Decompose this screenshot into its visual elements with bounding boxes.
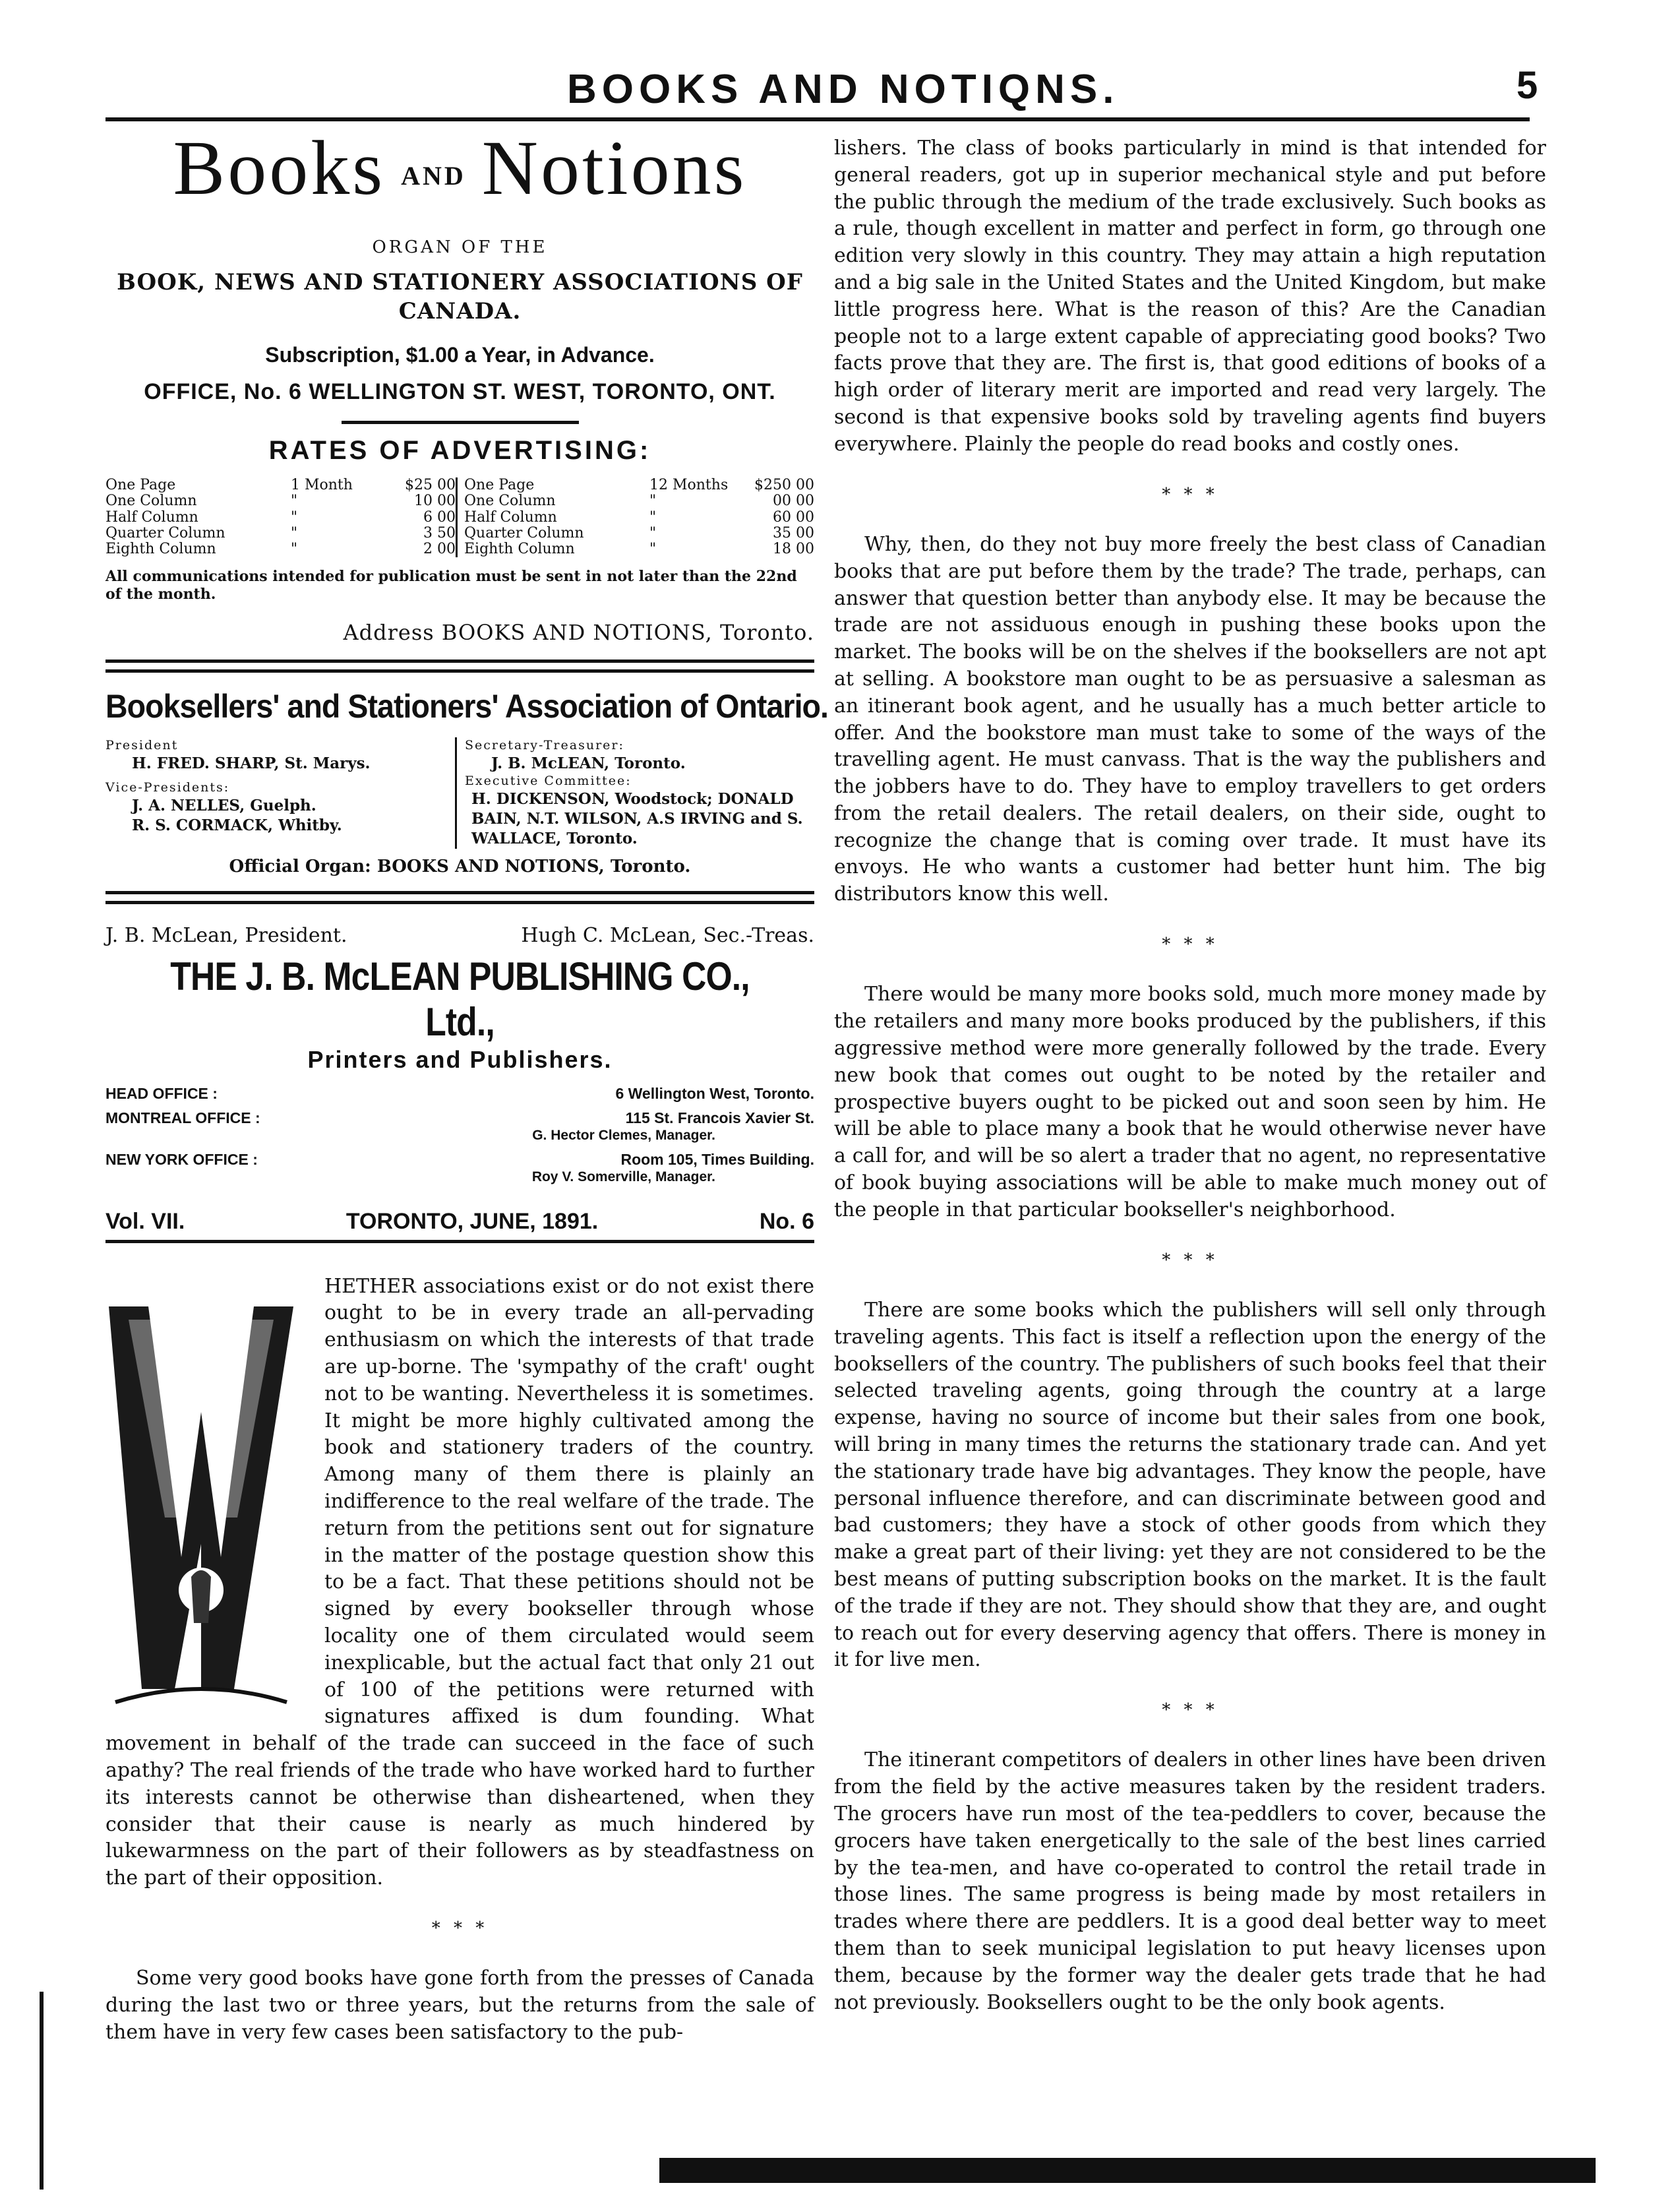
article-paragraph-r5: The itinerant competitors of dealers in other lines have been driven from the field by the active measures taken by the resident traders. The grocers have run most of the tea-peddlers to cover, because the grocers have taken energetically to the sale of the best lines carried by the tea-men, and have co-operated to control the retail trade in those lines. The same progress is being made by most retailers in trades where there are peddlers. It is a good deal better way to meet them than to seek municipal legislation to put heavy licenses upon them, because by the former way the dealer gets trade that he had not previously. Booksellers ought to be the only book agents.	[834, 1748, 1546, 2014]
rate-space: Eighth Column	[464, 540, 575, 557]
president-label: President	[105, 737, 179, 752]
short-rule	[342, 421, 579, 424]
left-edge-mark	[40, 1992, 44, 2190]
officers-block	[105, 737, 814, 849]
organ-line: ORGAN OF THE	[372, 237, 548, 257]
rate-period: "	[649, 540, 657, 557]
masthead	[105, 125, 814, 211]
rates-table	[105, 477, 814, 557]
rate-row	[105, 541, 456, 557]
masthead-books: Books	[173, 125, 386, 211]
double-rule	[105, 891, 814, 904]
office-label: HEAD OFFICE :	[105, 1084, 218, 1102]
article-paragraph-2: Some very good books have gone forth from the presses of Canada during the last two or three years, but the returns from the sale of them have in very few cases been satisfactory to the pub-	[105, 1967, 814, 2044]
communications-note: All communications intended for publication must be sent in not later than the 22nd of the month.	[105, 568, 797, 603]
issue-bar	[105, 1209, 814, 1243]
asterism: * * *	[1162, 935, 1218, 955]
rate-price: 00 00	[773, 493, 814, 510]
issue-dateline: TORONTO, JUNE, 1891.	[345, 1208, 599, 1234]
rate-row	[464, 510, 814, 526]
publisher-president: J. B. McLean, President.	[105, 923, 347, 947]
rates-one-month	[105, 477, 456, 557]
office-row	[105, 1084, 814, 1103]
rate-space: Quarter Column	[105, 524, 225, 541]
article-paragraph-r2: Why, then, do they not buy more freely the best class of Canadian books that are put before them by the trade? The trade, perhaps, can answer that question better than anybody else. It may be because the trade are not assiduous enough in pushing these books upon the market. The books will be on the shelves if the booksellers are not apt at selling. A bookstore man ought to be as persuasive a salesman as an itinerant book agent, and he usually has a much better article to offer. And the bookstore man must take to some of the ways of the travelling agent. He must canvass. That is the way the publishers and the jobbers have to do. They have to employ travellers to get orders from the retail dealers. The retail dealers, on their side, ought to recognize the change that is coming over trade. It must have its envoys. He who wants a customer had better hunt him. The big distributors know this well.	[834, 532, 1546, 906]
rate-price: $250 00	[754, 477, 814, 494]
office-manager: Roy V. Somerville, Manager.	[531, 1169, 715, 1185]
president-name: H. FRED. SHARP, St. Marys.	[132, 754, 371, 772]
asterism: * * *	[1162, 484, 1218, 505]
publisher-subtitle: Printers and Publishers.	[307, 1045, 613, 1073]
secretary-label: Secretary-Treasurer:	[465, 737, 624, 752]
officers-right	[455, 737, 814, 849]
rate-space: Half Column	[105, 508, 198, 526]
publisher-treasurer: Hugh C. McLean, Sec.-Treas.	[521, 923, 814, 947]
rate-space: One Column	[464, 493, 556, 510]
address-line: Address BOOKS AND NOTIONS, Toronto.	[343, 619, 814, 645]
rate-row	[105, 526, 456, 541]
rate-period: "	[291, 540, 298, 557]
vice-president-2: R. S. CORMACK, Whitby.	[132, 816, 342, 835]
rate-row	[464, 526, 814, 541]
article-paragraph-r4: There are some books which the publishers will sell only through traveling agents. This fact is itself a reflection upon the energy of the booksellers of the country. The publishers of such books feel that their selected traveling agents, going through the country at a large expense, having no source of income but their sales from one book, will bring in many times the returns the stationary trade can. And yet the stationary trade have big advantages. They know the people, have personal influence therefore, and can discriminate between good and bad customers; they have a stock of other goods from which they make a great part of their living: yet they are not considered to be the best means of putting subscription books on the market. It is the fault of the trade if they are not. They should show that they are, and ought to reach out for every deserving agency that offers. There is money in it for live men.	[834, 1298, 1546, 1672]
right-column	[834, 135, 1546, 2016]
rate-row	[105, 477, 456, 493]
vice-presidents-label: Vice-Presidents:	[105, 780, 230, 795]
rate-period: 1 Month	[291, 477, 353, 494]
rate-price: 35 00	[773, 524, 814, 541]
office-value: 6 Wellington West, Toronto.	[615, 1084, 814, 1102]
rates-heading: RATES OF ADVERTISING:	[268, 436, 651, 466]
rate-price: 18 00	[773, 540, 814, 557]
rate-price: 6 00	[423, 508, 456, 526]
publisher-officers	[105, 924, 814, 947]
rate-row	[105, 510, 456, 526]
office-value: Room 105, Times Building.	[620, 1150, 814, 1168]
rate-period: "	[649, 524, 657, 541]
publisher-name: THE J. B. McLEAN PUBLISHING CO., Ltd.,	[170, 954, 750, 1044]
masthead-notions: Notions	[481, 125, 747, 211]
running-header-title: BOOKS AND NOTIQNS.	[567, 67, 1120, 112]
rate-period: "	[649, 493, 657, 510]
associations-line: BOOK, NEWS AND STATIONERY ASSOCIATIONS OF CANADA.	[117, 268, 803, 324]
article-paragraph-1: HETHER associations exist or do not exist there ought to be in every trade an all-pervading enthusiasm on which the interests of that trade are up-borne. The 'sympathy of the craft' ought not to be wanting. Nevertheless it is sometimes. It might be more highly cultivated among the book and stationery traders of the country. Among many of them there is plainly an indifference to the real welfare of the trade. The return from the petitions sent out for signature in the matter of the postage question show this to be a fact. That these petitions should not be signed by every bookseller through whose locality one of them circulated would seem inexplicable, but the actual fact that only 21 out of 100 of the petitions were returned with signatures affixed is dum founding. What movement in behalf of the trade can succeed in the face of such apathy? The real friends of the trade who have worked hard to further its interests cannot be otherwise than disheartened, when they consider that their cause is nearly as much hindered by lukewarmness on the part of their followers as by steadfastness on the part of their opposition.	[105, 1274, 814, 1890]
rate-period: "	[291, 493, 298, 510]
page-number: 5	[1516, 64, 1538, 107]
asterism: * * *	[1162, 1700, 1218, 1721]
offices-block	[105, 1084, 814, 1186]
article-paragraph-r3: There would be many more books sold, much more money made by the retailers and many more books produced by the publishers, if this aggressive method were more generally followed by the trade. Every new book that comes out ought to be noted by the retailer and prospective buyers ought to be picked out and soon seen by him. He will be able to place many a book that he would otherwise never have a call for, and will be so alert a trader that no agent, no representative of book buying associations will be able to make much money out of the people in that particular bookseller's neighborhood.	[834, 983, 1546, 1221]
double-rule	[105, 659, 814, 673]
subscription-line: Subscription, $1.00 a Year, in Advance.	[265, 343, 655, 367]
rate-period: "	[649, 508, 657, 526]
rate-space: Eighth Column	[105, 540, 216, 557]
vice-president-1: J. A. NELLES, Guelph.	[132, 797, 316, 815]
office-row	[105, 1150, 814, 1169]
office-manager: G. Hector Clemes, Manager.	[532, 1128, 715, 1144]
rate-row	[105, 493, 456, 509]
rate-space: Half Column	[464, 508, 557, 526]
office-label: NEW YORK OFFICE :	[105, 1150, 258, 1168]
rate-price: 10 00	[414, 493, 456, 510]
asterism: * * *	[1162, 1250, 1218, 1270]
rate-space: Quarter Column	[464, 524, 584, 541]
rate-space: One Page	[105, 477, 176, 494]
rate-row	[464, 477, 814, 493]
committee-names: H. DICKENSON, Woodstock; DONALD BAIN, N.T. WILSON, A.S IRVING and S. WALLACE, Toronto.	[471, 790, 803, 847]
rate-price: $25 00	[405, 477, 456, 494]
header-rule	[105, 117, 1530, 121]
rate-space: One Column	[105, 493, 197, 510]
rates-twelve-months	[456, 477, 814, 557]
rate-row	[464, 541, 814, 557]
rate-space: One Page	[464, 477, 535, 494]
article-paragraph-r1: lishers. The class of books particularly in mind is that intended for general readers, got up in superior mechanical style and put before the public through the medium of the trade exclusively. Such books as a rule, though excellent in matter and perfect in form, go through one edition very slowly in this country. They may attain a high reputation and a big sale in the United States and the United Kingdom, but make little progress here. What is the reason of this? Are the Canadian people not to a large extent capable of appreciating good books? Two facts prove that they are. The first is, that good editions of books of a high order of literary merit are imported and read very largely. The second is that expensive books sold by traveling agents find buyers everywhere. Plainly the people do read books and costly ones.	[834, 137, 1546, 456]
masthead-and: AND	[401, 160, 466, 191]
issue-number: No. 6	[759, 1208, 814, 1234]
article-left	[105, 1273, 814, 2046]
office-line: OFFICE, No. 6 WELLINGTON ST. WEST, TORONTO, ONT.	[144, 379, 776, 405]
rate-period: 12 Months	[649, 477, 729, 494]
office-label: MONTREAL OFFICE :	[105, 1109, 260, 1126]
rate-price: 60 00	[773, 508, 814, 526]
association-title: Booksellers' and Stationers' Association of Ontario.	[105, 687, 829, 725]
rate-row	[464, 493, 814, 509]
rate-price: 3 50	[423, 524, 456, 541]
committee-label: Executive Committee:	[465, 774, 632, 789]
office-row	[105, 1109, 814, 1128]
rate-period: "	[291, 508, 298, 526]
footer-bar	[659, 2158, 1596, 2183]
asterism: * * *	[431, 1918, 489, 1938]
officers-left	[105, 737, 455, 849]
rate-price: 2 00	[423, 540, 456, 557]
secretary-name: J. B. McLEAN, Toronto.	[491, 754, 686, 772]
issue-volume: Vol. VII.	[105, 1208, 185, 1234]
dropcap-illustration	[92, 1273, 310, 1722]
ornate-w-icon	[102, 1280, 300, 1715]
official-organ: Official Organ: BOOKS AND NOTIONS, Toronto.	[229, 856, 691, 876]
left-column	[105, 125, 829, 2046]
office-value: 115 St. Francois Xavier St.	[625, 1109, 814, 1126]
rate-period: "	[291, 524, 298, 541]
